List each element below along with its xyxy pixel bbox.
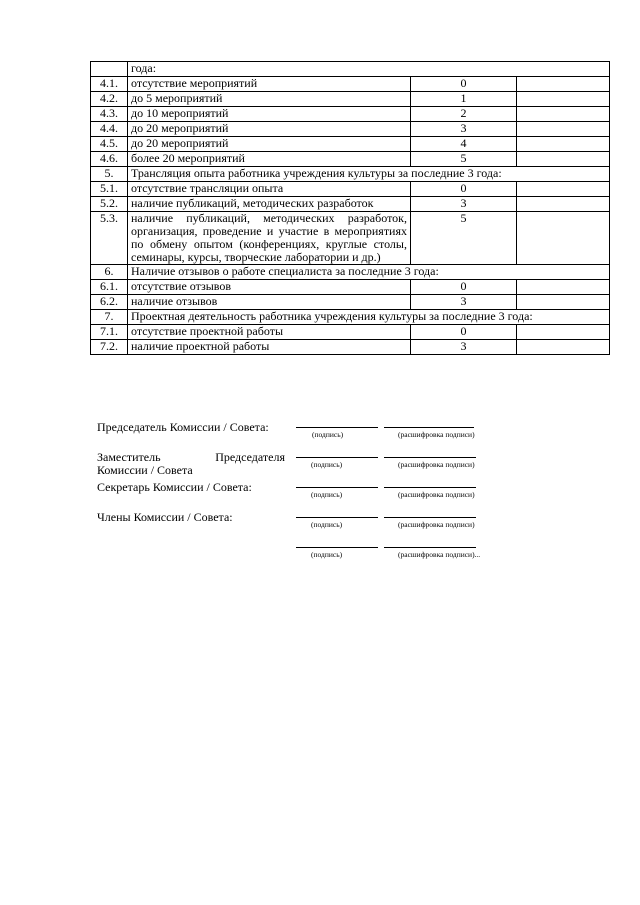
deputy-decode-caption: (расшифровка подписи) <box>398 460 475 469</box>
table-row <box>91 137 610 152</box>
row-text-cell: более 20 мероприятий <box>128 152 411 167</box>
row-number-cell: 5.2. <box>91 197 128 212</box>
row-text-cell: года: <box>128 62 610 77</box>
table-row <box>91 77 610 92</box>
row-text-cell: наличие отзывов <box>128 295 411 310</box>
row-text-cell: отсутствие отзывов <box>128 280 411 295</box>
table-row <box>91 152 610 167</box>
table-row <box>91 280 610 295</box>
row-points-cell: 1 <box>411 92 517 107</box>
row-score-cell <box>517 295 610 310</box>
deputy-label <box>97 451 285 477</box>
secretary-label: Секретарь Комиссии / Совета: <box>97 480 252 494</box>
chairman-signature-line <box>296 427 378 428</box>
row-number-cell: 4.2. <box>91 92 128 107</box>
deputy-decode-line <box>384 457 476 458</box>
row-text-cell: отсутствие трансляции опыта <box>128 182 411 197</box>
member1-decode-caption: (расшифровка подписи) <box>398 520 475 529</box>
row-score-cell <box>517 92 610 107</box>
row-text-cell: отсутствие проектной работы <box>128 325 411 340</box>
member2-signature-caption: (подпись) <box>311 550 343 559</box>
row-score-cell <box>517 137 610 152</box>
member1-decode-line <box>384 517 476 518</box>
deputy-label-line1: Заместитель Председателя <box>97 450 285 464</box>
row-points-cell: 0 <box>411 280 517 295</box>
table-row <box>91 295 610 310</box>
row-points-cell: 3 <box>411 340 517 355</box>
chairman-signature-caption: (подпись) <box>312 430 344 439</box>
row-points-cell: 5 <box>411 212 517 265</box>
row-number-cell: 5.1. <box>91 182 128 197</box>
table-row <box>91 197 610 212</box>
row-text-cell: до 5 мероприятий <box>128 92 411 107</box>
row-score-cell <box>517 152 610 167</box>
deputy-signature-line <box>296 457 378 458</box>
chairman-decode-line <box>384 427 474 428</box>
section-title-cell: Проектная деятельность работника учреждения культуры за последние 3 года: <box>128 310 610 325</box>
row-points-cell: 3 <box>411 295 517 310</box>
table-row <box>91 212 610 265</box>
criteria-table-body <box>91 62 610 355</box>
section-title-cell: Трансляция опыта работника учреждения культуры за последние 3 года: <box>128 167 610 182</box>
table-row <box>91 340 610 355</box>
row-score-cell <box>517 325 610 340</box>
row-number-cell: 4.1. <box>91 77 128 92</box>
member2-decode-line <box>384 547 476 548</box>
row-number-cell: 7.2. <box>91 340 128 355</box>
row-points-cell: 3 <box>411 122 517 137</box>
section-title-cell: Наличие отзывов о работе специалиста за последние 3 года: <box>128 265 610 280</box>
row-number-cell: 6.2. <box>91 295 128 310</box>
member2-decode-caption: (расшифровка подписи)... <box>398 550 481 559</box>
deputy-signature-caption: (подпись) <box>311 460 343 469</box>
row-points-cell: 2 <box>411 107 517 122</box>
row-score-cell <box>517 182 610 197</box>
row-text-cell: отсутствие мероприятий <box>128 77 411 92</box>
row-number-cell: 6. <box>91 265 128 280</box>
row-number-cell: 7. <box>91 310 128 325</box>
row-text-cell: до 10 мероприятий <box>128 107 411 122</box>
row-score-cell <box>517 280 610 295</box>
row-text-cell: наличие публикаций, методических разработок, организация, проведение и участие в мероприятиях по обмену опытом (конференциях, круглые столы, семинары, курсы, творческие лаборатории и др.) <box>128 212 411 265</box>
chairman-decode-caption: (расшифровка подписи) <box>398 430 475 439</box>
row-score-cell <box>517 212 610 265</box>
deputy-label-line2: Комиссии / Совета <box>97 463 193 477</box>
members-label: Члены Комиссии / Совета: <box>97 510 233 524</box>
row-points-cell: 0 <box>411 182 517 197</box>
row-number-cell: 6.1. <box>91 280 128 295</box>
criteria-table <box>90 61 610 355</box>
row-number-cell <box>91 62 128 77</box>
member1-signature-caption: (подпись) <box>311 520 343 529</box>
row-number-cell: 4.6. <box>91 152 128 167</box>
secretary-decode-caption: (расшифровка подписи) <box>398 490 475 499</box>
row-score-cell <box>517 122 610 137</box>
secretary-decode-line <box>384 487 476 488</box>
table-row <box>91 325 610 340</box>
member2-signature-line <box>296 547 378 548</box>
row-score-cell <box>517 107 610 122</box>
row-points-cell: 5 <box>411 152 517 167</box>
row-score-cell <box>517 197 610 212</box>
table-row <box>91 92 610 107</box>
row-text-cell: до 20 мероприятий <box>128 137 411 152</box>
row-points-cell: 0 <box>411 325 517 340</box>
table-section-row <box>91 265 610 280</box>
member1-signature-line <box>296 517 378 518</box>
row-number-cell: 4.5. <box>91 137 128 152</box>
table-section-row <box>91 310 610 325</box>
row-text-cell: наличие проектной работы <box>128 340 411 355</box>
table-row <box>91 182 610 197</box>
secretary-signature-caption: (подпись) <box>311 490 343 499</box>
secretary-signature-line <box>296 487 378 488</box>
row-number-cell: 5. <box>91 167 128 182</box>
row-points-cell: 0 <box>411 77 517 92</box>
table-row <box>91 107 610 122</box>
row-text-cell: до 20 мероприятий <box>128 122 411 137</box>
row-score-cell <box>517 77 610 92</box>
row-number-cell: 4.3. <box>91 107 128 122</box>
table-row <box>91 122 610 137</box>
table-row-continuation <box>91 62 610 77</box>
row-number-cell: 4.4. <box>91 122 128 137</box>
chairman-label: Председатель Комиссии / Совета: <box>97 420 269 434</box>
row-number-cell: 5.3. <box>91 212 128 265</box>
row-score-cell <box>517 340 610 355</box>
row-number-cell: 7.1. <box>91 325 128 340</box>
row-points-cell: 3 <box>411 197 517 212</box>
row-points-cell: 4 <box>411 137 517 152</box>
table-section-row <box>91 167 610 182</box>
row-text-cell: наличие публикаций, методических разработок <box>128 197 411 212</box>
